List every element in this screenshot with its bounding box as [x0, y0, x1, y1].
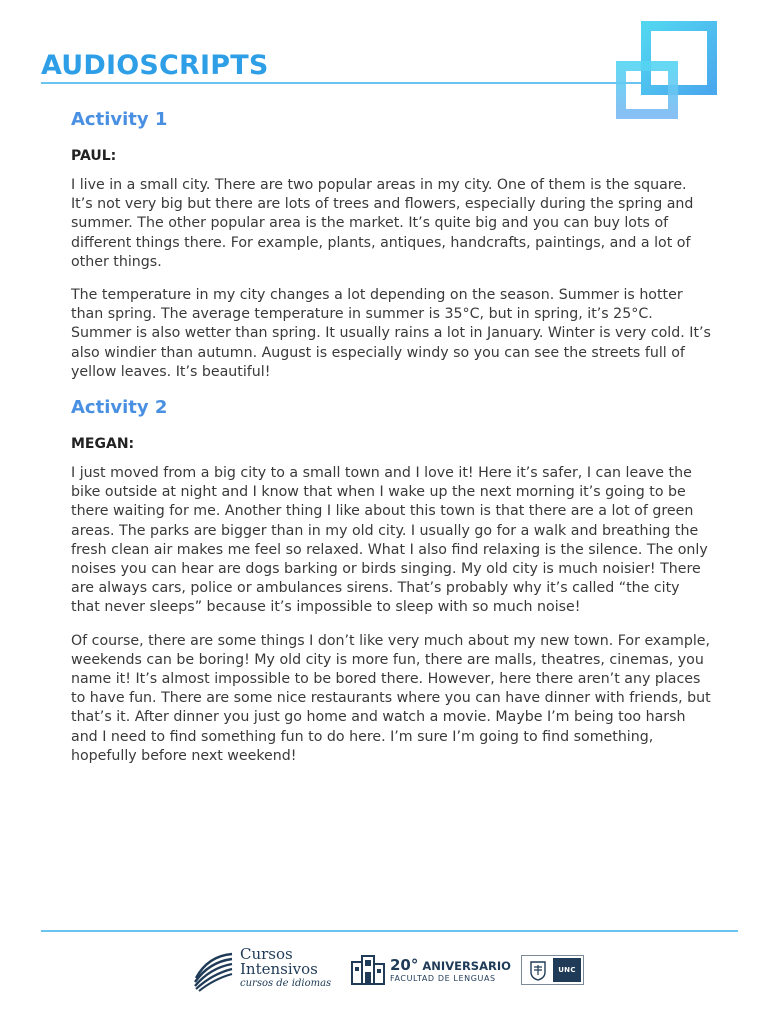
footer [0, 942, 768, 1002]
aniversario-logo [350, 952, 510, 992]
speaker-label: PAUL: [71, 148, 117, 164]
activity-1-section [71, 108, 711, 382]
aniversario-number: 20° [390, 956, 419, 974]
page-title: AUDIOSCRIPTS [41, 50, 269, 81]
unc-label: UNC [553, 958, 581, 982]
speaker-label: MEGAN: [71, 436, 135, 453]
cursos-logo-line1: Cursos [240, 945, 293, 963]
audioscript-content [71, 108, 711, 780]
cursos-intensivos-swoosh-icon [192, 948, 236, 992]
unc-logo [521, 955, 584, 985]
paragraph: I just moved from a big city to a small town and I love it! Here it’s safer, I can leave the bike outside at night and I know that when I wake up the next morning it’s going to be there waiting for me. Another thing I like about this town is that there are a lot of green areas. The parks are bigger than in my old city. I usually go for a walk and breathing the fresh clean air makes me feel so relaxed. What I also find relaxing is the silence. The only noises you can hear are dogs barking or birds singing. My old city is much noisier! There are always cars, police or ambulances sirens. That’s probably why it’s called “the city that never sleeps” because it’s impossible to sleep with so much noise! [71, 465, 708, 616]
aniversario-title [390, 958, 511, 973]
activity-heading: Activity 1 [71, 109, 168, 130]
unc-seal-icon [525, 958, 551, 982]
header-divider [41, 82, 651, 84]
overlapping-squares-icon [612, 20, 722, 120]
aniversario-subtitle: FACULTAD DE LENGUAS [390, 974, 496, 983]
paragraph: Of course, there are some things I don’t like very much about my new town. For example, weekends can be boring! My old city is more fun, there are malls, theatres, cinemas, you name it! It’s almost impossible to be bored there. However, here there aren’t any places to have fun. There are some nice restaurants where you can have dinner with friends, but that’s it. After dinner you just go home and watch a movie. Maybe I’m being too harsh and I need to find something fun to do here. I’m sure I’m going to find something, hopefully before next weekend! [71, 632, 711, 764]
cursos-logo-line2: Intensivos [240, 960, 318, 978]
footer-divider [41, 930, 738, 932]
cursos-intensivos-logo [192, 946, 342, 992]
aniversario-label: ANIVERSARIO [422, 959, 511, 973]
faculty-building-icon [350, 952, 386, 986]
paragraph: I live in a small city. There are two popular areas in my city. One of them is the square. It’s not very big but there are lots of trees and flowers, especially during the spring and summer. The other popular area is the market. It’s quite big and you can buy lots of different things there. For example, plants, antiques, handcrafts, paintings, and a lot of other things. [71, 177, 694, 270]
activity-heading: Activity 2 [71, 397, 168, 419]
cursos-logo-line3: cursos de idiomas [240, 978, 332, 989]
paragraph: The temperature in my city changes a lot depending on the season. Summer is hotter than spring. The average temperature in summer is 35°C, but in spring, it’s 25°C. Summer is also wetter than spring. It usually rains a lot in January. Winter is very cold. It’s also windier than autumn. August is especially windy so you can see the streets full of yellow leaves. It’s beautiful! [71, 287, 711, 380]
activity-2-section [71, 396, 711, 766]
